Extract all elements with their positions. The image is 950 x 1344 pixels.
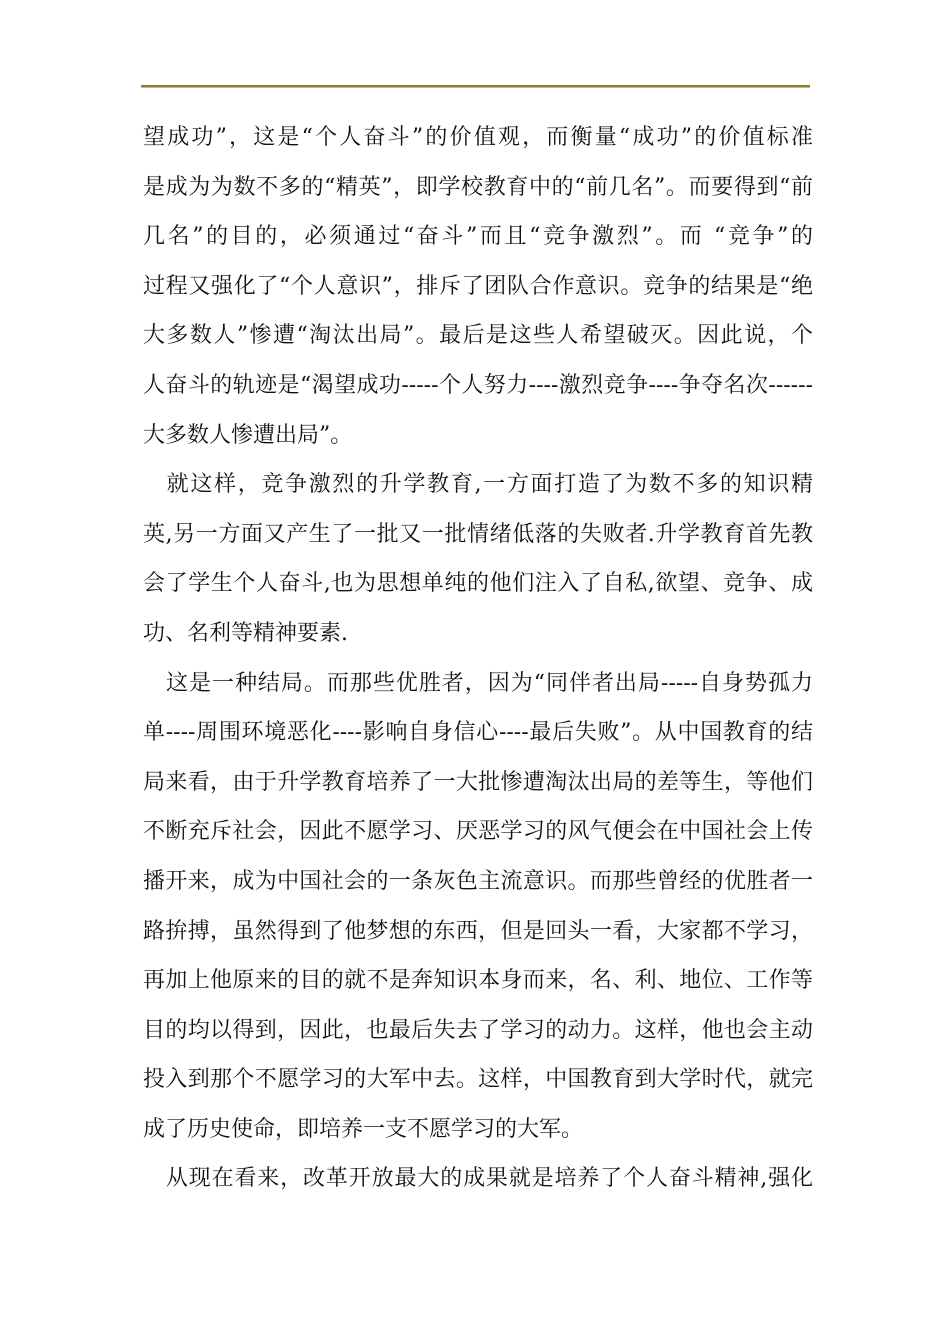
text-line: 就这样，竞争激烈的升学教育,一方面打造了为数不多的知识精 <box>143 472 813 498</box>
header-rule <box>141 85 810 88</box>
text-line: 大多数人惨遭出局”。 <box>143 422 353 448</box>
text-line: 不断充斥社会，因此不愿学习、厌恶学习的风气便会在中国社会上传 <box>143 819 813 845</box>
text-line: 成了历史使命，即培养一支不愿学习的大军。 <box>143 1116 584 1142</box>
text-line: 是成为为数不多的“精英”，即学校教育中的“前几名”。而要得到“前 <box>143 174 813 200</box>
document-body <box>143 113 813 1204</box>
text-line: 单----周围环境恶化----影响自身信心----最后失败”。从中国教育的结 <box>143 720 813 746</box>
text-line: 英,另一方面又产生了一批又一批情绪低落的失败者.升学教育首先教 <box>143 521 813 547</box>
text-line: 几名”的目的，必须通过“奋斗”而且“竞争激烈”。而 “竞争”的 <box>143 224 813 250</box>
text-line: 投入到那个不愿学习的大军中去。这样，中国教育到大学时代，就完 <box>143 1067 813 1093</box>
text-line: 望成功”，这是“个人奋斗”的价值观，而衡量“成功”的价值标准 <box>143 125 813 150</box>
text-line: 从现在看来，改革开放最大的成果就是培养了个人奋斗精神,强化 <box>143 1166 813 1192</box>
text-line: 会了学生个人奋斗,也为思想单纯的他们注入了自私,欲望、竞争、成 <box>143 571 813 597</box>
text-line: 人奋斗的轨迹是“渴望成功-----个人努力----激烈竞争----争夺名次------ <box>143 372 813 398</box>
text-line: 功、名利等精神要素. <box>143 620 348 646</box>
text-line: 再加上他原来的目的就不是奔知识本身而来，名、利、地位、工作等 <box>143 968 813 994</box>
text-line: 局来看，由于升学教育培养了一大批惨遭淘汰出局的差等生，等他们 <box>143 769 813 795</box>
text-line: 目的均以得到，因此，也最后失去了学习的动力。这样，他也会主动 <box>143 1017 813 1043</box>
text-line: 大多数人”惨遭“淘汰出局”。最后是这些人希望破灭。因此说，个 <box>143 323 813 349</box>
text-line: 播开来，成为中国社会的一条灰色主流意识。而那些曾经的优胜者一 <box>143 868 813 894</box>
text-line: 路拚搏，虽然得到了他梦想的东西，但是回头一看，大家都不学习， <box>143 918 813 944</box>
text-line: 这是一种结局。而那些优胜者，因为“同伴者出局-----自身势孤力 <box>143 670 813 696</box>
text-line: 过程又强化了“个人意识”，排斥了团队合作意识。竞争的结果是“绝 <box>143 273 813 299</box>
